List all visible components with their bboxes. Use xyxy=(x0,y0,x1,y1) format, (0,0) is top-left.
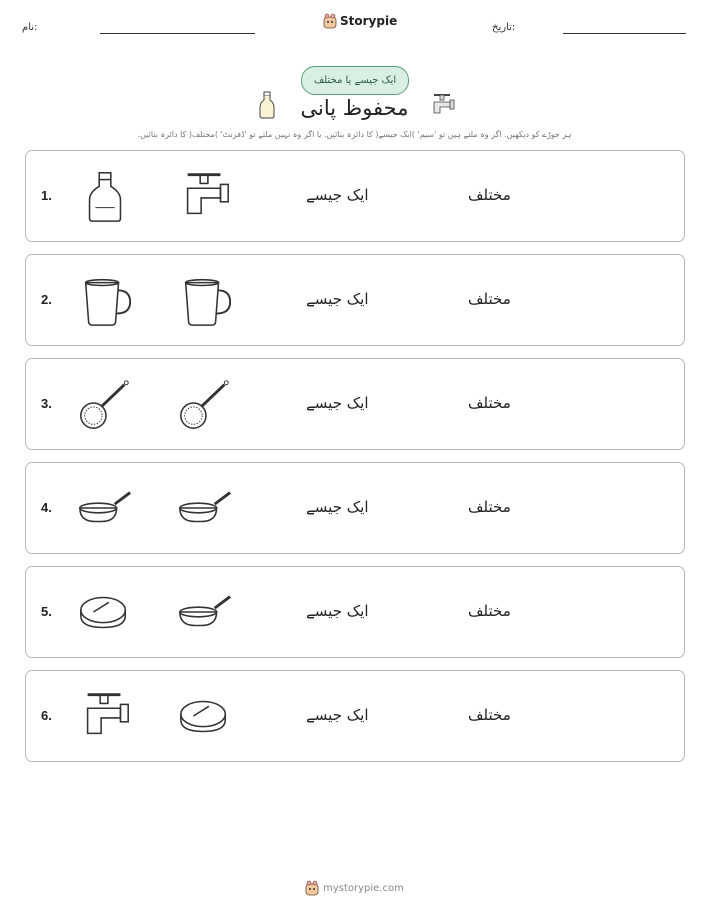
bottle-icon xyxy=(76,167,134,225)
question-row-5 xyxy=(25,566,685,658)
storypie-logo-icon xyxy=(305,880,319,896)
mug-icon xyxy=(176,271,234,329)
different-option[interactable]: مختلف xyxy=(468,186,511,204)
name-line[interactable] xyxy=(100,33,255,34)
different-option[interactable]: مختلف xyxy=(468,394,511,412)
date-line[interactable] xyxy=(563,33,686,34)
question-number: 5. xyxy=(41,604,52,619)
pan-icon xyxy=(176,583,234,641)
page-title: محفوظ پانی xyxy=(300,96,409,120)
faucet-icon xyxy=(428,91,456,119)
question-number: 3. xyxy=(41,396,52,411)
date-label: تاریخ: xyxy=(492,22,516,33)
same-option[interactable]: ایک جیسے xyxy=(306,498,369,516)
different-option[interactable]: مختلف xyxy=(468,706,511,724)
question-number: 2. xyxy=(41,292,52,307)
strainer-icon xyxy=(176,375,234,433)
question-row-2 xyxy=(25,254,685,346)
question-row-6 xyxy=(25,670,685,762)
question-number: 1. xyxy=(41,188,52,203)
question-row-1 xyxy=(25,150,685,242)
footer-site[interactable]: mystorypie.com xyxy=(323,882,404,894)
question-number: 6. xyxy=(41,708,52,723)
same-option[interactable]: ایک جیسے xyxy=(306,394,369,412)
different-option[interactable]: مختلف xyxy=(468,602,511,620)
question-number: 4. xyxy=(41,500,52,515)
instructions: ہر جوڑے کو دیکھیں. اگر وہ ملتے ہیں تو 'سیم' )ایک جیسے( کا دائرہ بنائیں. یا اگر وہ نہیں ملتے تو 'ڈفرنٹ' )مختلف( کا دائرہ بنائیں. xyxy=(137,130,572,139)
question-row-3 xyxy=(25,358,685,450)
lid-icon xyxy=(176,687,234,745)
mug-icon xyxy=(76,271,134,329)
question-row-4 xyxy=(25,462,685,554)
same-option[interactable]: ایک جیسے xyxy=(306,706,369,724)
lid-icon xyxy=(76,583,134,641)
faucet-icon xyxy=(76,687,134,745)
different-option[interactable]: مختلف xyxy=(468,498,511,516)
faucet-icon xyxy=(176,167,234,225)
same-option[interactable]: ایک جیسے xyxy=(306,186,369,204)
pan-icon xyxy=(176,479,234,537)
brand xyxy=(323,13,397,29)
different-option[interactable]: مختلف xyxy=(468,290,511,308)
same-option[interactable]: ایک جیسے xyxy=(306,290,369,308)
topic-pill: ایک جیسے یا مختلف xyxy=(301,66,409,95)
same-option[interactable]: ایک جیسے xyxy=(306,602,369,620)
storypie-logo-icon xyxy=(323,13,337,29)
brand-name: Storypie xyxy=(340,14,398,28)
strainer-icon xyxy=(76,375,134,433)
pan-icon xyxy=(76,479,134,537)
footer xyxy=(0,880,709,896)
name-label: نام: xyxy=(22,22,38,33)
